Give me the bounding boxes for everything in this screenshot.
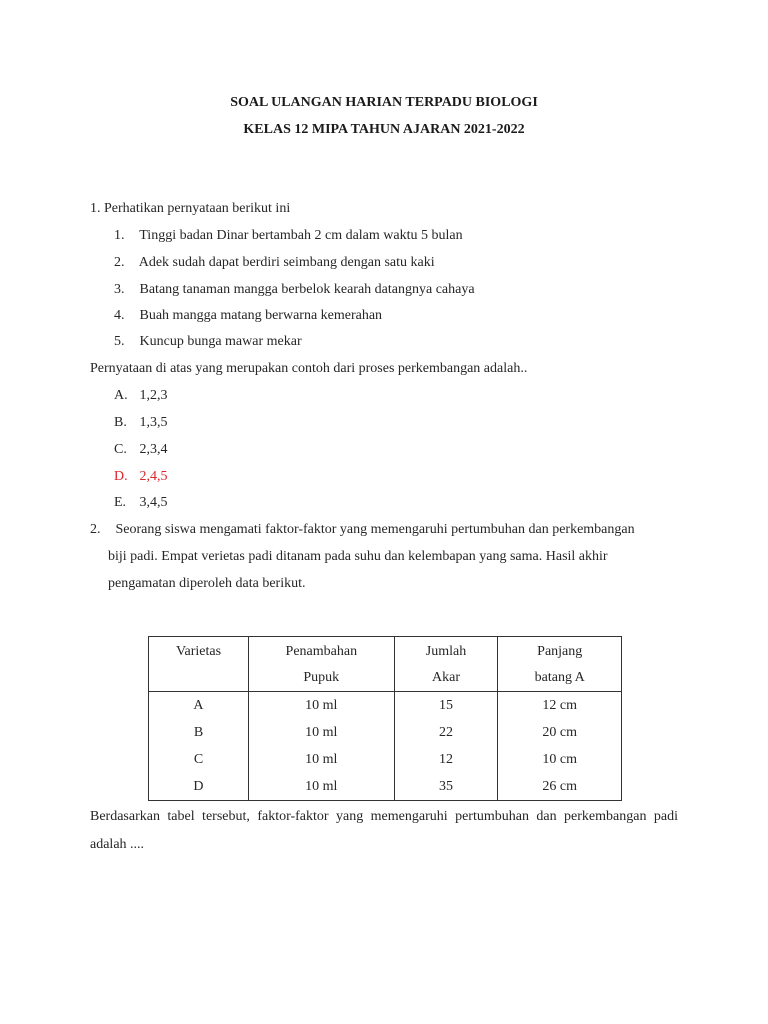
statement-text: Kuncup bunga mawar mekar — [139, 334, 302, 349]
option-text: 2,3,4 — [139, 442, 168, 457]
answer-option-e — [114, 495, 168, 511]
table-cell: 35 — [394, 773, 498, 801]
table-row — [149, 692, 622, 720]
table-cell: 15 — [394, 692, 498, 720]
statement-text: Tinggi badan Dinar bertambah 2 cm dalam waktu 5 bulan — [139, 228, 463, 243]
statement-number: 1. — [114, 228, 125, 243]
table-cell: C — [149, 746, 249, 773]
option-letter: C. — [114, 442, 127, 457]
table-cell: 22 — [394, 719, 498, 746]
question-2-line-3: pengamatan diperoleh data berikut. — [108, 576, 306, 591]
option-letter: A. — [114, 388, 128, 403]
table-cell: D — [149, 773, 249, 801]
table-cell: 20 cm — [498, 719, 622, 746]
statement-number: 4. — [114, 308, 125, 323]
question-1-prompt: Pernyataan di atas yang merupakan contoh dari proses perkembangan adalah.. — [90, 361, 528, 376]
option-text: 1,2,3 — [139, 388, 168, 403]
table-cell: 10 ml — [248, 692, 394, 720]
data-table — [148, 636, 622, 801]
statement-text: Buah mangga matang berwarna kemerahan — [139, 308, 383, 323]
statement-item — [114, 308, 382, 324]
table-row — [149, 773, 622, 801]
header-line: Panjang — [537, 644, 583, 659]
table-header-row — [149, 637, 622, 692]
option-letter: D. — [114, 469, 128, 484]
question-2-line-1 — [90, 522, 635, 538]
header-line: Varietas — [175, 644, 222, 659]
table-cell: A — [149, 692, 249, 720]
table-cell: 10 cm — [498, 746, 622, 773]
question-2-number: 2. — [90, 522, 101, 537]
question-2-text: Seorang siswa mengamati faktor-faktor yang memengaruhi pertumbuhan dan perkembangan — [115, 522, 635, 537]
table-cell: 10 ml — [248, 773, 394, 801]
header-line: Penambahan — [285, 644, 358, 659]
page-subtitle: KELAS 12 MIPA TAHUN AJARAN 2021-2022 — [243, 122, 525, 137]
header-line: batang A — [534, 670, 585, 685]
statement-number: 3. — [114, 282, 125, 297]
header-line: Akar — [432, 670, 461, 685]
statement-item — [114, 255, 435, 271]
question-1-intro: 1. Perhatikan pernyataan berikut ini — [90, 201, 291, 216]
statement-text: Adek sudah dapat berdiri seimbang dengan satu kaki — [138, 255, 435, 270]
answer-option-b — [114, 415, 168, 431]
table-row — [149, 719, 622, 746]
table-cell: 26 cm — [498, 773, 622, 801]
page-title: SOAL ULANGAN HARIAN TERPADU BIOLOGI — [230, 95, 538, 110]
table-header-cell — [248, 637, 394, 692]
table-cell: 10 ml — [248, 746, 394, 773]
header-line: Pupuk — [303, 670, 340, 685]
table-row — [149, 746, 622, 773]
statement-text: Batang tanaman mangga berbelok kearah datangnya cahaya — [139, 282, 475, 297]
table-cell: 12 — [394, 746, 498, 773]
table-header-cell — [498, 637, 622, 692]
answer-option-a — [114, 388, 168, 404]
answer-option-d-correct — [114, 469, 168, 485]
option-letter: B. — [114, 415, 127, 430]
option-text: 3,4,5 — [139, 495, 168, 510]
question-2-closing: Berdasarkan tabel tersebut, faktor-faktor yang memengaruhi pertumbuhan dan perkembangan padi adalah .... — [90, 809, 678, 852]
answer-option-c — [114, 442, 168, 458]
option-text: 2,4,5 — [139, 469, 168, 484]
option-text: 1,3,5 — [139, 415, 168, 430]
table-header-cell — [149, 637, 249, 692]
statement-item — [114, 334, 302, 350]
table-cell: B — [149, 719, 249, 746]
statement-number: 2. — [114, 255, 125, 270]
statement-item — [114, 228, 463, 244]
header-line: Jumlah — [425, 644, 467, 659]
statement-item — [114, 282, 475, 298]
question-2-line-2: biji padi. Empat verietas padi ditanam pada suhu dan kelembapan yang sama. Hasil akhir — [108, 549, 608, 564]
statement-number: 5. — [114, 334, 125, 349]
table-cell: 10 ml — [248, 719, 394, 746]
option-letter: E. — [114, 495, 127, 510]
table-cell: 12 cm — [498, 692, 622, 720]
table-header-cell — [394, 637, 498, 692]
